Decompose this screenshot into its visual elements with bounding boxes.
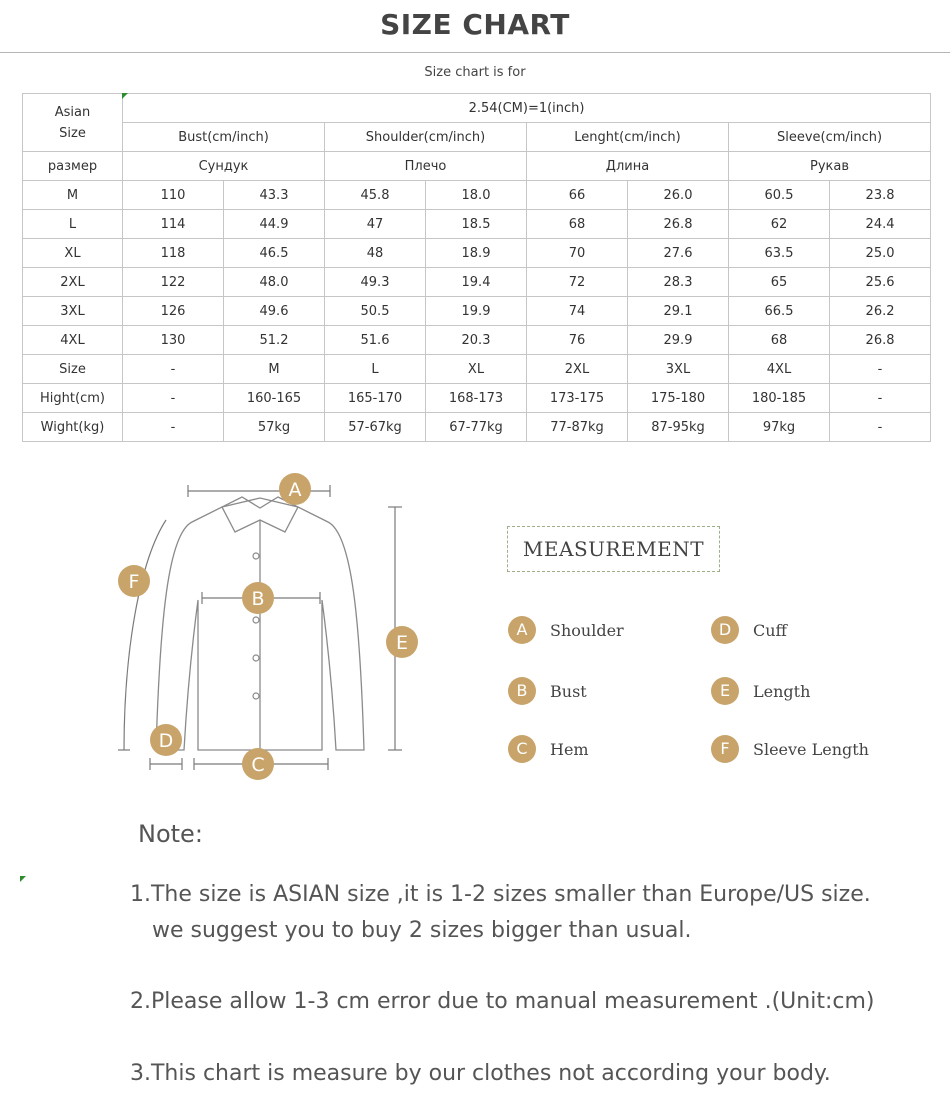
cell-shoulder-cm: 45.8 — [325, 181, 426, 210]
table-corner-mark — [122, 93, 128, 99]
note-1: 1.The size is ASIAN size ,it is 1-2 sizes smaller than Europe/US size. — [130, 882, 871, 907]
cell-length-inch: 28.3 — [628, 268, 729, 297]
cell-sleeve-cm: 65 — [729, 268, 830, 297]
cell-length-cm: 72 — [527, 268, 628, 297]
fit-label: Wight(kg) — [23, 413, 123, 442]
measurement-title: MEASUREMENT — [507, 526, 720, 572]
cell-size: XL — [23, 239, 123, 268]
conversion-note: 2.54(CM)=1(inch) — [123, 94, 931, 123]
cell-size: 2XL — [23, 268, 123, 297]
cell-sleeve-inch: 26.8 — [830, 326, 931, 355]
cell-shoulder-cm: 49.3 — [325, 268, 426, 297]
cell-shoulder-cm: 47 — [325, 210, 426, 239]
cell-shoulder-inch: 19.9 — [426, 297, 527, 326]
cell-sleeve-cm: 63.5 — [729, 239, 830, 268]
cell-size: M — [23, 181, 123, 210]
page-title: SIZE CHART — [380, 8, 570, 41]
table-row — [23, 326, 931, 355]
cell-bust-cm: 126 — [123, 297, 224, 326]
marker-c-badge: C — [508, 735, 536, 763]
cell-shoulder-inch: 20.3 — [426, 326, 527, 355]
fit-weight-row — [23, 413, 931, 442]
fit-cell: 87-95kg — [628, 413, 729, 442]
fit-cell: - — [123, 413, 224, 442]
legend-bust — [508, 677, 587, 705]
legend-label: Sleeve Length — [753, 739, 869, 759]
marker-letter: C — [251, 754, 265, 776]
title-divider — [0, 52, 950, 53]
shirt-button — [253, 617, 259, 623]
header-row — [23, 94, 931, 123]
shirt-button — [253, 693, 259, 699]
marker-f-badge: F — [711, 735, 739, 763]
cell-length-inch: 29.9 — [628, 326, 729, 355]
cell-bust-cm: 130 — [123, 326, 224, 355]
fit-cell: - — [830, 413, 931, 442]
marker-f — [118, 565, 150, 597]
cell-length-cm: 74 — [527, 297, 628, 326]
ru-col-bust: Сундук — [123, 152, 325, 181]
fit-cell: - — [830, 384, 931, 413]
fit-cell: 3XL — [628, 355, 729, 384]
legend-label: Hem — [550, 739, 589, 759]
table-row — [23, 210, 931, 239]
cell-length-cm: 70 — [527, 239, 628, 268]
note-1-continued: we suggest you to buy 2 sizes bigger than usual. — [152, 918, 692, 943]
cell-bust-inch: 43.3 — [224, 181, 325, 210]
cell-length-cm: 68 — [527, 210, 628, 239]
fit-cell: M — [224, 355, 325, 384]
marker-letter: A — [288, 479, 302, 501]
marker-letter: D — [158, 730, 174, 752]
fit-cell: 57-67kg — [325, 413, 426, 442]
fit-cell: 77-87kg — [527, 413, 628, 442]
col-shoulder: Shoulder(cm/inch) — [325, 123, 527, 152]
marker-a-badge: A — [508, 616, 536, 644]
fit-cell: - — [123, 384, 224, 413]
shirt-button — [253, 655, 259, 661]
marker-b-badge: B — [508, 677, 536, 705]
fit-cell: 97kg — [729, 413, 830, 442]
legend-label: Shoulder — [550, 620, 624, 640]
marker-d-badge: D — [711, 616, 739, 644]
cell-bust-inch: 46.5 — [224, 239, 325, 268]
cell-shoulder-cm: 48 — [325, 239, 426, 268]
cell-size: 4XL — [23, 326, 123, 355]
legend-label: Cuff — [753, 620, 787, 640]
ru-col-sleeve: Рукав — [729, 152, 931, 181]
ru-col-shoulder: Плечо — [325, 152, 527, 181]
fit-cell: - — [123, 355, 224, 384]
legend-hem — [508, 735, 589, 763]
size-label: Size — [59, 125, 86, 141]
cell-sleeve-cm: 68 — [729, 326, 830, 355]
note-3: 3.This chart is measure by our clothes not according your body. — [130, 1061, 831, 1086]
note-2: 2.Please allow 1-3 cm error due to manual measurement .(Unit:cm) — [130, 989, 875, 1014]
marker-letter: B — [251, 588, 265, 610]
shirt-diagram — [110, 470, 430, 790]
marker-d — [150, 724, 182, 756]
cell-length-cm: 76 — [527, 326, 628, 355]
legend-cuff — [711, 616, 787, 644]
ru-size-label: размер — [23, 152, 123, 181]
cell-shoulder-inch: 18.0 — [426, 181, 527, 210]
fit-label: Size — [23, 355, 123, 384]
fit-cell: 67-77kg — [426, 413, 527, 442]
cell-shoulder-cm: 50.5 — [325, 297, 426, 326]
fit-cell: 168-173 — [426, 384, 527, 413]
cell-bust-cm: 122 — [123, 268, 224, 297]
cell-sleeve-cm: 62 — [729, 210, 830, 239]
notes-corner-mark — [20, 876, 26, 882]
cell-bust-cm: 110 — [123, 181, 224, 210]
legend-shoulder — [508, 616, 624, 644]
legend-label: Length — [753, 681, 811, 701]
fit-height-row — [23, 384, 931, 413]
cell-bust-cm: 118 — [123, 239, 224, 268]
col-bust: Bust(cm/inch) — [123, 123, 325, 152]
chart-subtitle: Size chart is for — [424, 65, 526, 80]
cell-bust-inch: 51.2 — [224, 326, 325, 355]
cell-sleeve-cm: 66.5 — [729, 297, 830, 326]
fit-cell: 57kg — [224, 413, 325, 442]
table-row — [23, 268, 931, 297]
asian-label: Asian — [54, 104, 91, 120]
fit-size-row — [23, 355, 931, 384]
cell-sleeve-inch: 25.0 — [830, 239, 931, 268]
fit-cell: 165-170 — [325, 384, 426, 413]
marker-b — [242, 582, 274, 614]
ru-col-length: Длина — [527, 152, 729, 181]
fit-cell: 2XL — [527, 355, 628, 384]
cell-shoulder-inch: 18.5 — [426, 210, 527, 239]
cell-shoulder-inch: 19.4 — [426, 268, 527, 297]
fit-cell: 160-165 — [224, 384, 325, 413]
cell-length-inch: 26.0 — [628, 181, 729, 210]
fit-cell: 175-180 — [628, 384, 729, 413]
legend-length — [711, 677, 810, 705]
cell-shoulder-cm: 51.6 — [325, 326, 426, 355]
marker-e — [386, 626, 418, 658]
cell-sleeve-cm: 60.5 — [729, 181, 830, 210]
fit-cell: - — [830, 355, 931, 384]
table-row — [23, 181, 931, 210]
cell-sleeve-inch: 25.6 — [830, 268, 931, 297]
cell-sleeve-inch: 26.2 — [830, 297, 931, 326]
cell-sleeve-inch: 24.4 — [830, 210, 931, 239]
ru-header-row — [23, 152, 931, 181]
fit-cell: L — [325, 355, 426, 384]
marker-letter: E — [395, 632, 409, 654]
table-row — [23, 239, 931, 268]
fit-label: Hight(cm) — [23, 384, 123, 413]
fit-cell: 4XL — [729, 355, 830, 384]
marker-c — [242, 748, 274, 780]
cell-bust-cm: 114 — [123, 210, 224, 239]
sleeve-dimension — [124, 520, 166, 750]
cell-bust-inch: 44.9 — [224, 210, 325, 239]
cell-bust-inch: 48.0 — [224, 268, 325, 297]
fit-cell: 173-175 — [527, 384, 628, 413]
marker-letter: F — [128, 571, 140, 593]
notes-title: Note: — [138, 820, 203, 848]
cell-length-inch: 29.1 — [628, 297, 729, 326]
fit-cell: 180-185 — [729, 384, 830, 413]
cell-length-inch: 27.6 — [628, 239, 729, 268]
column-header-row — [23, 123, 931, 152]
table-row — [23, 297, 931, 326]
cell-sleeve-inch: 23.8 — [830, 181, 931, 210]
cell-shoulder-inch: 18.9 — [426, 239, 527, 268]
col-length: Lenght(cm/inch) — [527, 123, 729, 152]
marker-e-badge: E — [711, 677, 739, 705]
asian-size-header — [23, 94, 123, 152]
cell-length-cm: 66 — [527, 181, 628, 210]
shirt-button — [253, 553, 259, 559]
cell-length-inch: 26.8 — [628, 210, 729, 239]
legend-label: Bust — [550, 681, 587, 701]
marker-a — [279, 473, 311, 505]
col-sleeve: Sleeve(cm/inch) — [729, 123, 931, 152]
size-table — [22, 93, 931, 442]
cell-bust-inch: 49.6 — [224, 297, 325, 326]
cell-size: L — [23, 210, 123, 239]
legend-sleeve-length — [711, 735, 869, 763]
fit-cell: XL — [426, 355, 527, 384]
cell-size: 3XL — [23, 297, 123, 326]
